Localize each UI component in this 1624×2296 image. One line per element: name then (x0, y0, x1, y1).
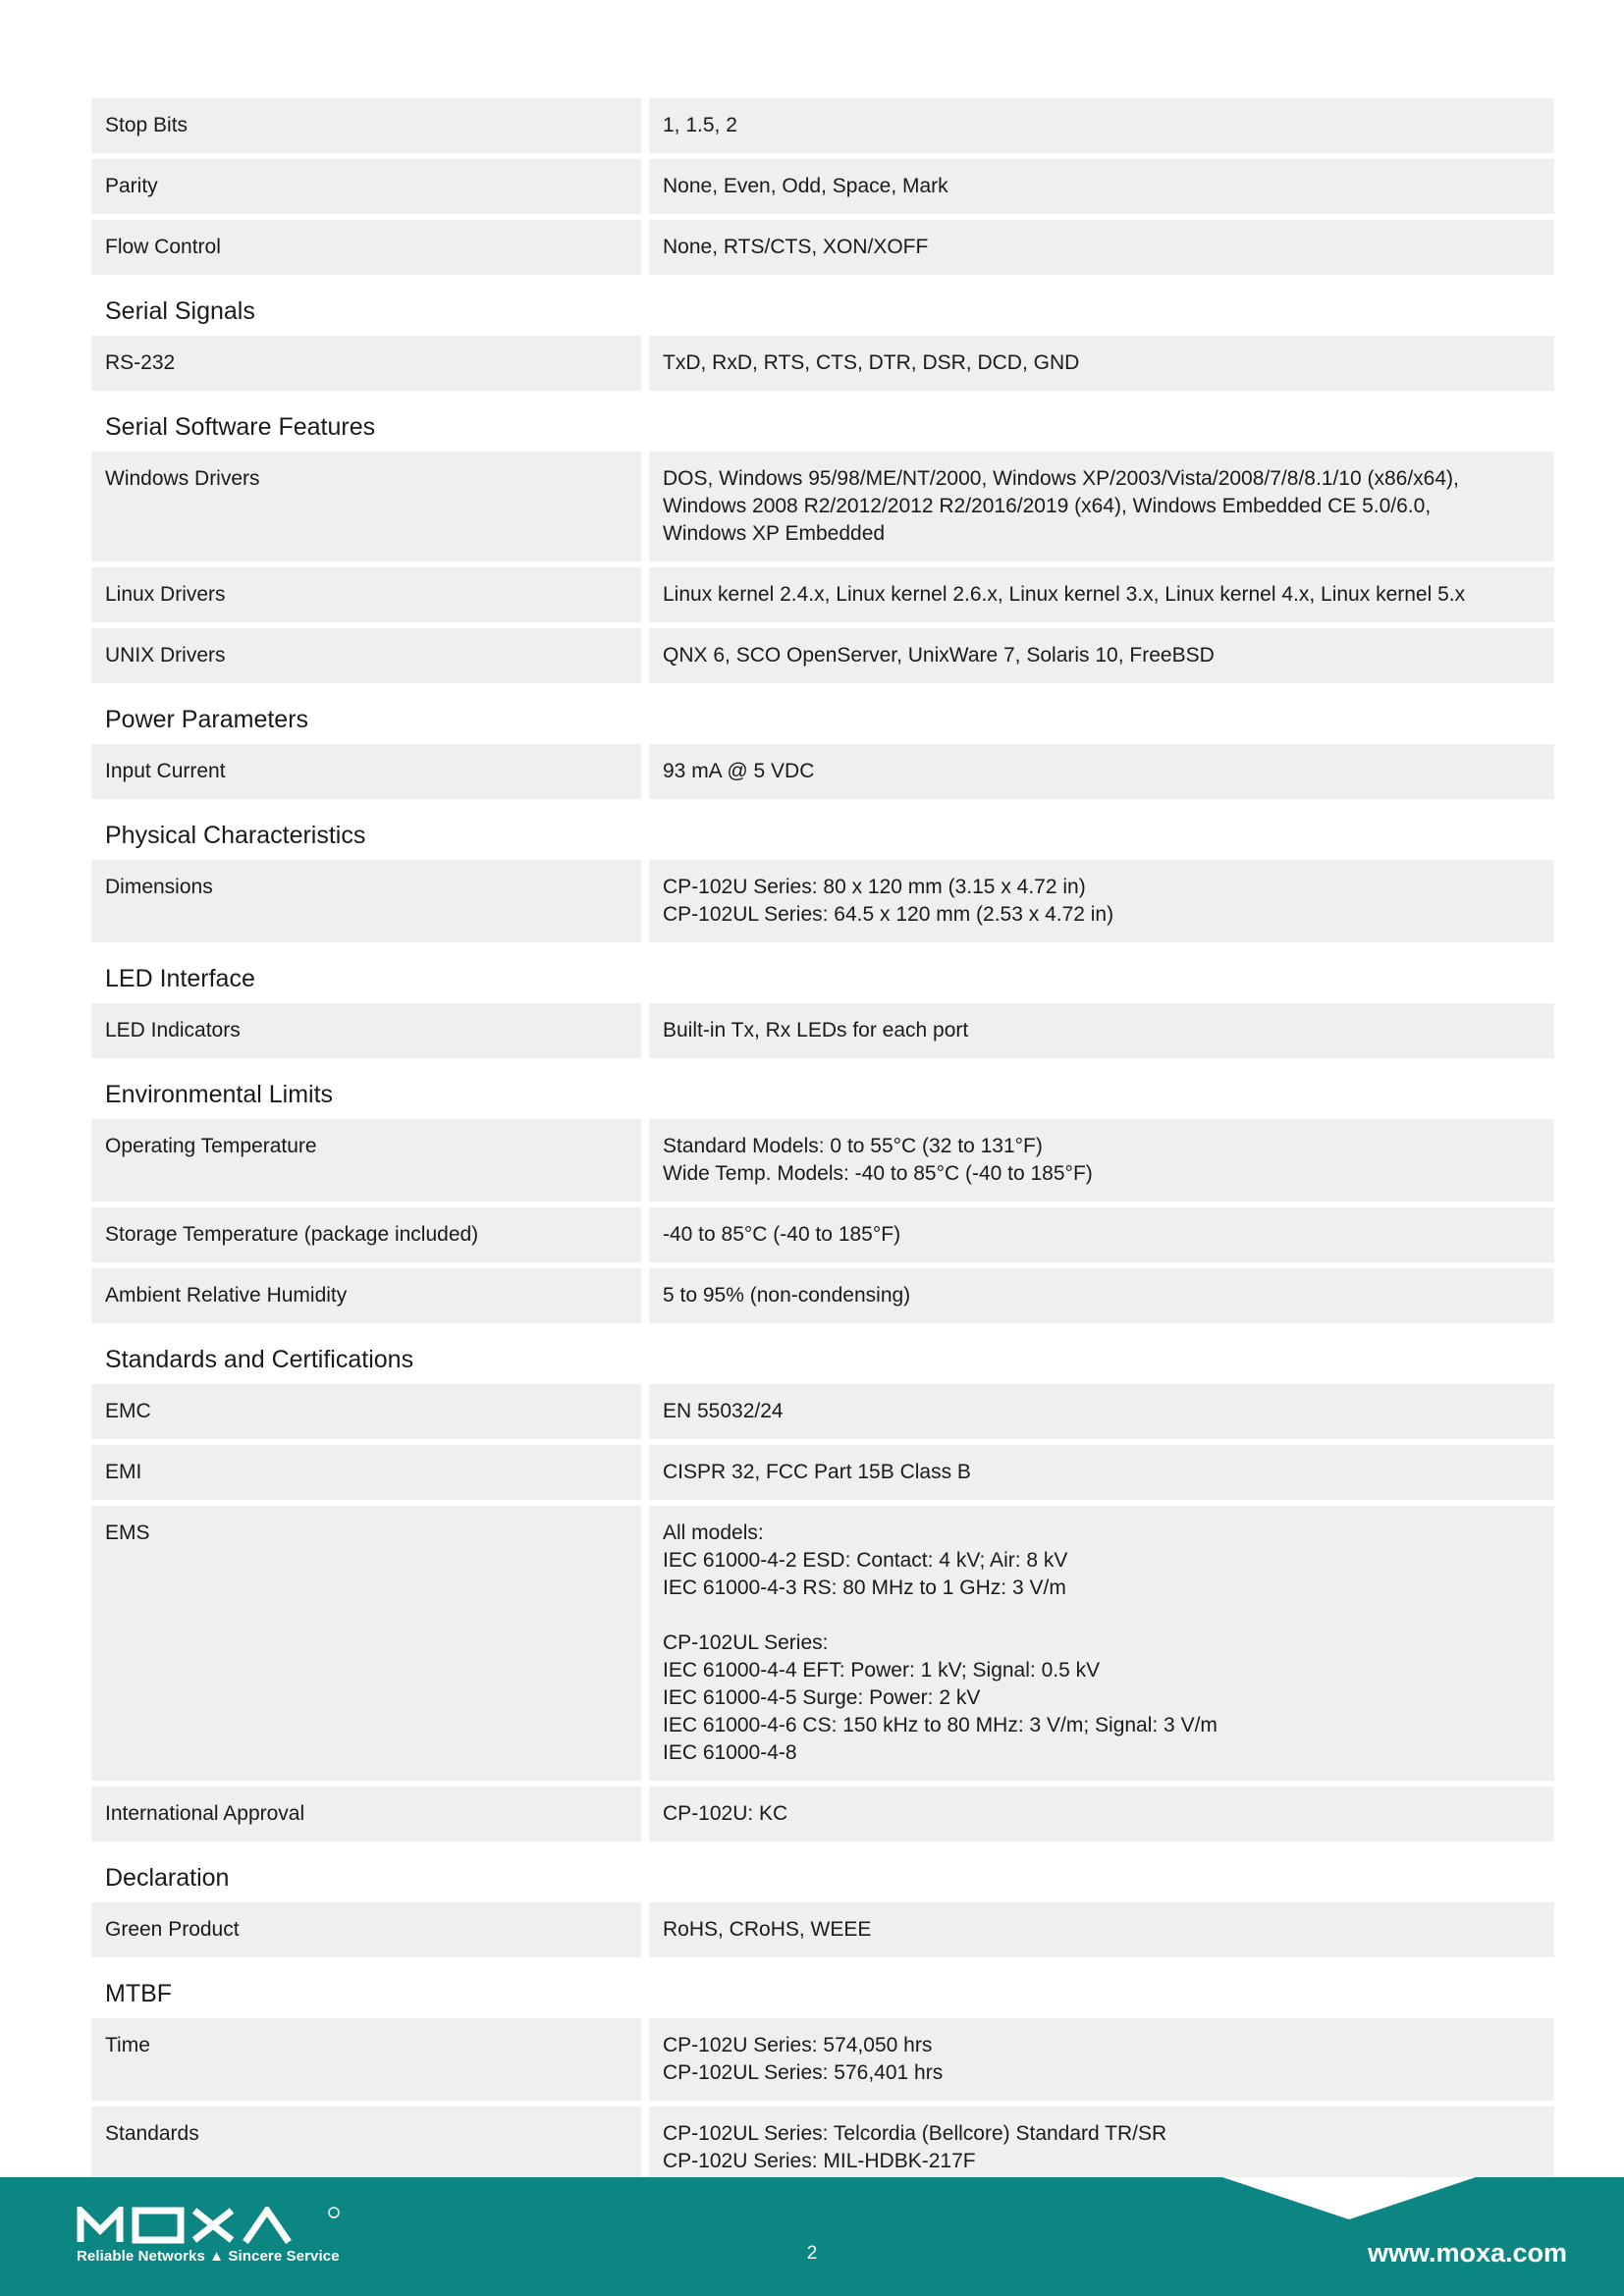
spec-row (91, 1268, 1554, 1323)
spec-value: None, Even, Odd, Space, Mark (649, 159, 1554, 214)
tagline: Reliable Networks ▲ Sincere Service (77, 2248, 340, 2265)
spec-row (91, 744, 1554, 799)
spec-label: EMI (91, 1445, 641, 1500)
section-heading: LED Interface (105, 965, 255, 992)
spec-value: RoHS, CRoHS, WEEE (649, 1902, 1554, 1957)
spec-row (91, 336, 1554, 391)
spec-row (91, 1003, 1554, 1058)
spec-value: CP-102UL Series: Telcordia (Bellcore) Standard TR/SR CP-102U Series: MIL-HDBK-217F (649, 2107, 1554, 2189)
spec-row (91, 1902, 1554, 1957)
spec-label: Operating Temperature (91, 1119, 641, 1201)
website-link[interactable]: www.moxa.com (1367, 2238, 1567, 2268)
spec-value: Linux kernel 2.4.x, Linux kernel 2.6.x, Linux kernel 3.x, Linux kernel 4.x, Linux kernel 5.x (649, 567, 1554, 622)
spec-label: Input Current (91, 744, 641, 799)
section-heading: Power Parameters (105, 706, 309, 733)
spec-row (91, 567, 1554, 622)
spec-label: Flow Control (91, 220, 641, 275)
spec-value: Standard Models: 0 to 55°C (32 to 131°F) Wide Temp. Models: -40 to 85°C (-40 to 185°F) (649, 1119, 1554, 1201)
moxa-logo (77, 2207, 347, 2244)
spec-value: CP-102U Series: 80 x 120 mm (3.15 x 4.72 in) CP-102UL Series: 64.5 x 120 mm (2.53 x 4.72 in) (649, 860, 1554, 942)
spec-label: Stop Bits (91, 98, 641, 153)
spec-row (91, 628, 1554, 683)
spec-value: QNX 6, SCO OpenServer, UnixWare 7, Solaris 10, FreeBSD (649, 628, 1554, 683)
spec-label: Parity (91, 159, 641, 214)
section-heading: Environmental Limits (105, 1081, 334, 1108)
spec-row (91, 1787, 1554, 1842)
spec-label: Ambient Relative Humidity (91, 1268, 641, 1323)
spec-label: UNIX Drivers (91, 628, 641, 683)
section-heading: Physical Characteristics (105, 822, 366, 849)
spec-value: Built-in Tx, Rx LEDs for each port (649, 1003, 1554, 1058)
spec-row (91, 1384, 1554, 1439)
spec-row (91, 860, 1554, 942)
spec-value: DOS, Windows 95/98/ME/NT/2000, Windows XP/2003/Vista/2008/7/8/8.1/10 (x86/x64), Windows 2008 R2/2012/2012 R2/2016/2019 (x64), Windows Embedded CE 5.0/6.0, Windows XP Embedded (649, 452, 1554, 561)
spec-label: International Approval (91, 1787, 641, 1842)
spec-row (91, 452, 1554, 561)
section-heading: Serial Signals (105, 297, 255, 325)
spec-value: -40 to 85°C (-40 to 185°F) (649, 1207, 1554, 1262)
spec-label: EMC (91, 1384, 641, 1439)
section-heading: MTBF (105, 1980, 173, 2007)
spec-table (91, 98, 1554, 2195)
spec-row (91, 159, 1554, 214)
spec-label: LED Indicators (91, 1003, 641, 1058)
spec-value: CP-102U Series: 574,050 hrs CP-102UL Series: 576,401 hrs (649, 2018, 1554, 2101)
spec-value: 1, 1.5, 2 (649, 98, 1554, 153)
spec-row (91, 2018, 1554, 2101)
spec-value: 5 to 95% (non-condensing) (649, 1268, 1554, 1323)
spec-label: Dimensions (91, 860, 641, 942)
spec-value: None, RTS/CTS, XON/XOFF (649, 220, 1554, 275)
spec-row (91, 1506, 1554, 1781)
spec-label: Standards (91, 2107, 641, 2189)
section-heading: Declaration (105, 1864, 230, 1892)
spec-value: EN 55032/24 (649, 1384, 1554, 1439)
spec-label: Time (91, 2018, 641, 2101)
spec-row (91, 1207, 1554, 1262)
spec-label: EMS (91, 1506, 641, 1781)
spec-label: Green Product (91, 1902, 641, 1957)
section-heading: Serial Software Features (105, 413, 376, 441)
spec-value: CP-102U: KC (649, 1787, 1554, 1842)
spec-value: 93 mA @ 5 VDC (649, 744, 1554, 799)
spec-label: Linux Drivers (91, 567, 641, 622)
spec-value: All models: IEC 61000-4-2 ESD: Contact: 4 kV; Air: 8 kV IEC 61000-4-3 RS: 80 MHz to 1 GHz: 3 V/m CP-102UL Series: IEC 61000-4-4 EFT: Power: 1 kV; Signal: 0.5 kV IEC 61000-4-5 Surge: Power: 2 kV IEC 61000-4-6 CS: 150 kHz to 80 MHz: 3 V/m; Signal: 3 V/m IEC 61000-4-8 (649, 1506, 1554, 1781)
spec-value: CISPR 32, FCC Part 15B Class B (649, 1445, 1554, 1500)
page-number: 2 (806, 2243, 818, 2264)
section-heading: Standards and Certifications (105, 1346, 414, 1373)
spec-row (91, 1445, 1554, 1500)
footer-notch (1222, 2177, 1476, 2219)
spec-label: Storage Temperature (package included) (91, 1207, 641, 1262)
spec-value: TxD, RxD, RTS, CTS, DTR, DSR, DCD, GND (649, 336, 1554, 391)
spec-label: Windows Drivers (91, 452, 641, 561)
spec-label: RS-232 (91, 336, 641, 391)
spec-row (91, 1119, 1554, 1201)
spec-row (91, 220, 1554, 275)
spec-row (91, 98, 1554, 153)
